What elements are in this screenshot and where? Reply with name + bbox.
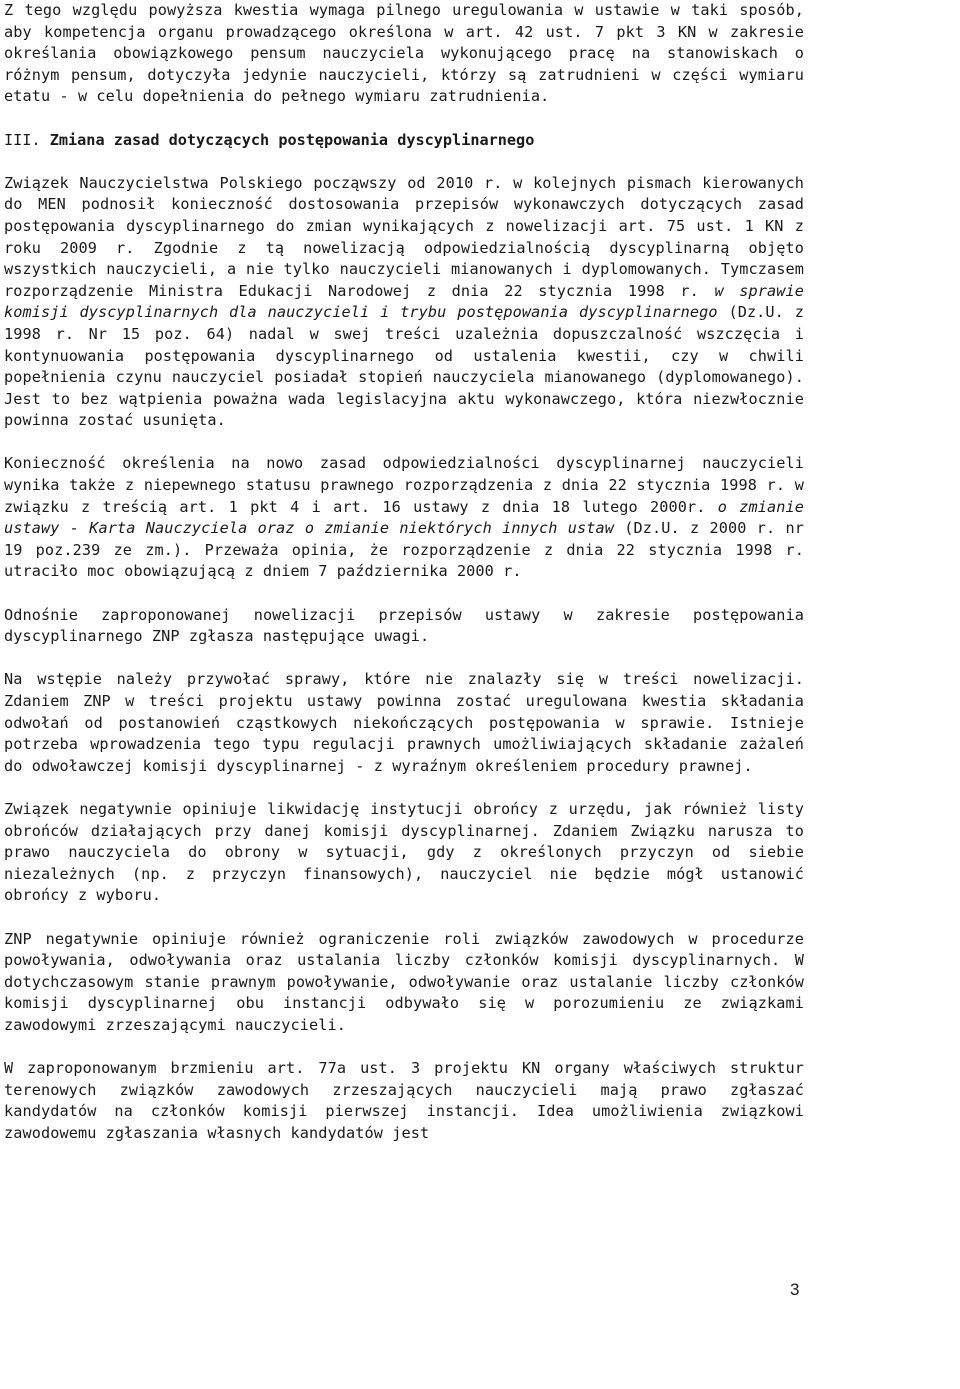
paragraph-1-text-a: Związek Nauczycielstwa Polskiego począwszy od 2010 r. w kolejnych pismach kierowanych do MEN podnosił konieczność dostosowania przepisów wykonawczych dotyczących zasad postępowania dyscyplinarnego do zmian wynikających z nowelizacji art. 75 ust. 1 KN z roku 2009 r. Zgodnie z tą nowelizacją odpowiedzialnością dyscyplinarną objęto wszystkich nauczycieli, a nie tylko nauczycieli mianowanych i dyplomowanych. Tymczasem rozporządzenie Ministra Edukacji Narodowej z dnia 22 stycznia 1998 r. — [4, 173, 804, 300]
paragraph-1-text-b: (Dz.U. z 1998 r. Nr 15 poz. 64) nadal w swej treści uzależnia dopuszczalność wszczęcia i kontynuowania postępowania dyscyplinarnego od ustalenia kwestii, czy w chwili popełnienia czynu nauczyciel posiadał stopień nauczyciela mianowanego (dyplomowanego). Jest to bez wątpienia poważna wada legislacyjna aktu wykonawczego, która niezwłocznie powinna zostać usunięta. — [4, 303, 804, 430]
section-title: Zmiana zasad dotyczących postępowania dyscyplinarnego — [49, 130, 535, 149]
paragraph-intro: Z tego względu powyższa kwestia wymaga pilnego uregulowania w ustawie w taki sposób, aby kompetencja organu prowadzącego określona w art. 42 ust. 7 pkt 3 KN w zakresie określania obowiązkowego pensum nauczyciela wykonującego pracę na stanowiskach o różnym pensum, dotyczyła jedynie nauczycieli, którzy są zatrudnieni w części wymiaru etatu - w celu dopełnienia do pełnego wymiaru zatrudnienia. — [4, 1, 804, 106]
document-body — [4, 0, 804, 1144]
paragraph-4: Na wstępie należy przywołać sprawy, które nie znalazły się w treści nowelizacji. Zdaniem ZNP w treści projektu ustawy powinna zostać uregulowana kwestia składania odwołań od postanowień cząstkowych niekończących postępowania w sprawie. Istnieje potrzeba wprowadzenia tego typu regulacji prawnych umożliwiających składanie zażaleń do odwoławczej komisji dyscyplinarnej - z wyraźnym określeniem procedury prawnej. — [4, 670, 804, 775]
page-number: 3 — [790, 1280, 800, 1299]
paragraph-3: Odnośnie zaproponowanej nowelizacji przepisów ustawy w zakresie postępowania dyscyplinarnego ZNP zgłasza następujące uwagi. — [4, 605, 804, 646]
paragraph-1 — [4, 173, 804, 432]
paragraph-2-text-a: Konieczność określenia na nowo zasad odpowiedzialności dyscyplinarnej nauczycieli wynika także z niepewnego statusu prawnego rozporządzenia z dnia 22 stycznia 1998 r. w związku z treścią art. 1 pkt 4 i art. 16 ustawy z dnia 18 lutego 2000r. — [4, 454, 804, 516]
paragraph-7: W zaproponowanym brzmieniu art. 77a ust. 3 projektu KN organy właściwych struktur terenowych związków zawodowych zrzeszających nauczycieli mają prawo zgłaszać kandydatów na członków komisji pierwszej instancji. Idea umożliwienia związkowi zawodowemu zgłaszania własnych kandydatów jest — [4, 1059, 804, 1142]
paragraph-5: Związek negatywnie opiniuje likwidację instytucji obrońcy z urzędu, jak również listy obrońców działających przy danej komisji dyscyplinarnej. Zdaniem Związku narusza to prawo nauczyciela do obrony w sytuacji, gdy z określonych przyczyn od siebie niezależnych (np. z przyczyn finansowych), nauczyciel nie będzie mógł ustanowić obrońcy z wyboru. — [4, 799, 804, 905]
section-number: III. — [4, 130, 41, 149]
paragraph-2-italic: o zmianie ustawy - Karta Nauczyciela oraz o zmianie niektórych innych ustaw — [4, 497, 804, 538]
paragraph-6: ZNP negatywnie opiniuje również ograniczenie roli związków zawodowych w procedurze powoływania, odwoływania oraz ustalania liczby członków komisji dyscyplinarnych. W dotychczasowym stanie prawnym powoływanie, odwoływanie oraz ustalanie liczby członków komisji dyscyplinarnej obu instancji odbywało się w porozumieniu ze związkami zawodowymi zrzeszającymi nauczycieli. — [4, 929, 804, 1034]
section-heading — [4, 130, 804, 152]
paragraph-2-text-b: (Dz.U. z 2000 r. nr 19 poz.239 ze zm.). Przeważa opinia, że rozporządzenie z dnia 22 stycznia 1998 r. utraciło moc obowiązującą z dniem 7 października 2000 r. — [4, 519, 805, 581]
paragraph-2 — [4, 453, 804, 583]
paragraph-1-italic: w sprawie komisji dyscyplinarnych dla nauczycieli i trybu postępowania dyscyplinarnego — [4, 281, 804, 322]
